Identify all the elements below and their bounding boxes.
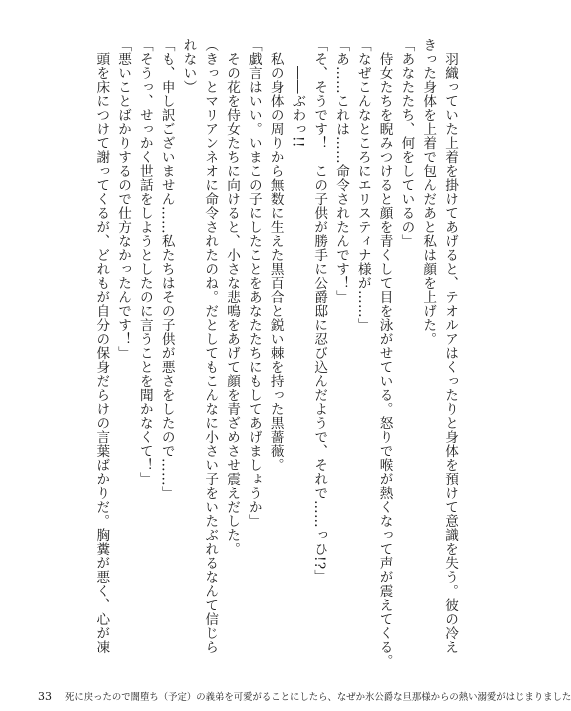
text-line: 私の身体の周りから無数に生えた黒百合と鋭い棘を持った黒薔薇。 (267, 38, 284, 472)
text-line: 侍女たちを睨みつけると顔を青くして目を泳がせている。怒りで喉が熱くなって声が震えてくる。 (376, 38, 393, 668)
text-line: 羽織っていた上着を掛けてあげると、テオルアはくったりと身体を預けて意識を失う。彼の冷え (442, 38, 458, 654)
text-line: 頭を床につけて謝ってくるが、どれもが自分の保身だらけの言葉ばかりだ。胸糞が悪く、心が凍 (93, 38, 110, 654)
text-line: 「あなたたち、何をしているの」 (398, 38, 415, 248)
text-line: 「悪いことばかりするので仕方なかったんです！」 (115, 38, 132, 360)
text-line: れない） (180, 38, 197, 94)
text-line: 「あ……これは……命令されたんです！」 (333, 38, 350, 304)
text-line: 「なぜこんなところにエリスティナ様が……」 (354, 38, 371, 332)
text-line: 「そ、そうです！ この子供が勝手に公爵邸に忍び込んだようで、それで……っひ!?」 (311, 38, 328, 584)
text-line: 「そうっ、せっかく世話をしようとしたのに言うことを聞かなくて！」 (136, 38, 153, 486)
text-line: その花を侍女たちに向けると、小さな悲鳴をあげて顔を青ざめさせ震えだした。 (224, 38, 241, 556)
page-number: 33 (38, 690, 52, 703)
text-line: ――ぶわっ!! (289, 38, 306, 148)
running-title: 死に戻ったので闇堕ち（予定）の義弟を可愛がることにしたら、なぜか氷公爵な旦那様からの熱い溺愛がはじまりました (64, 692, 571, 703)
text-line: 「も、申し訳ございません……私たちはその子供が悪さをしたので……」 (158, 38, 175, 500)
text-line: 「戯言はいい。いまこの子にしたことをあなたたちにもしてあげましょうか」 (245, 38, 262, 528)
text-line: きった身体を上着で包んだあと私は顔を上げた。 (420, 38, 437, 346)
page-footer (38, 690, 571, 704)
text-line: （きっとマリアンネオに命令されたのね。だとしてもこんなに小さい子をいたぶれるなんて信じら (202, 38, 219, 654)
body-text (20, 38, 460, 668)
